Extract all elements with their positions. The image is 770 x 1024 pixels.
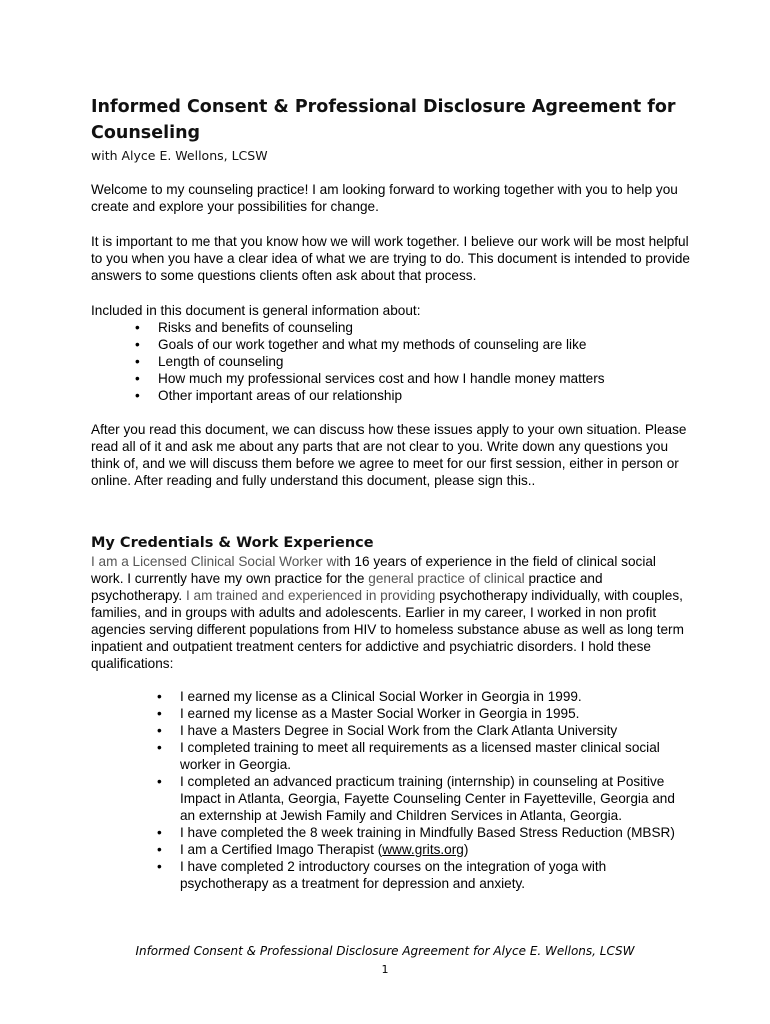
list-item: • Other important areas of our relationship: [135, 388, 403, 403]
bullet-icon: •: [157, 706, 162, 721]
list-item: • I have completed 2 introductory courses on the integration of yoga with psychotherapy as a treatment for depression and anxiety.: [157, 859, 607, 891]
list-item: • I have a Masters Degree in Social Work from the Clark Atlanta University: [157, 723, 618, 738]
page-number: 1: [381, 963, 389, 976]
list-item: • Risks and benefits of counseling: [135, 320, 353, 335]
bullet-icon: •: [157, 774, 162, 789]
document-title: Informed Consent & Professional Disclosure Agreement for Counseling: [91, 97, 676, 143]
qualifications-list: [157, 688, 691, 892]
list-item: • Goals of our work together and what my methods of counseling are like: [135, 337, 587, 352]
bullet-icon: •: [157, 723, 162, 738]
bullet-icon: •: [135, 371, 140, 386]
bullet-icon: •: [157, 689, 162, 704]
document-body: [91, 94, 691, 892]
page-footer: Informed Consent & Professional Disclosure Agreement for Alyce E. Wellons, LCSW: [135, 944, 635, 958]
after-paragraph: After you read this document, we can discuss how these issues apply to your own situation. Please read all of it and ask me about any parts that are not clear to you. Write down any questions you think of, and we will discuss them before we agree to meet for our first session, either in person or online. After reading and fully understand this document, please sign this..: [91, 422, 687, 488]
important-paragraph: It is important to me that you know how we will work together. I believe our work will be most helpful to you when you have a clear idea of what we are trying to do. This document is intended to provide answers to some questions clients often ask about that process.: [91, 234, 690, 283]
list-item: • I earned my license as a Master Social Worker in Georgia in 1995.: [157, 706, 580, 721]
bullet-icon: •: [135, 337, 140, 352]
bullet-icon: •: [135, 354, 140, 369]
list-item: • How much my professional services cost and how I handle money matters: [135, 371, 605, 386]
list-item: • I am a Certified Imago Therapist (www.grits.org): [157, 842, 469, 857]
bullet-icon: •: [135, 320, 140, 335]
welcome-paragraph: Welcome to my counseling practice! I am looking forward to working together with you to help you create and explore your possibilities for change.: [91, 182, 678, 214]
credentials-paragraph: I am a Licensed Clinical Social Worker with 16 years of experience in the field of clinical social work. I currently have my own practice for the general practice of clinical practice and psychotherapy. I am trained and experienced in providing psychotherapy individually, with couples, families, and in groups with adults and adolescents. Earlier in my career, I worked in non profit agencies serving different populations from HIV to homeless substance abuse as well as long term inpatient and outpatient treatment centers for addictive and psychiatric disorders. I hold these qualifications:: [91, 554, 684, 671]
bullet-icon: •: [157, 859, 162, 874]
included-list: [135, 319, 691, 404]
bullet-icon: •: [157, 842, 162, 857]
bullet-icon: •: [135, 388, 140, 403]
list-item: • I completed an advanced practicum training (internship) in counseling at Positive Impact in Atlanta, Georgia, Fayette Counseling Center in Fayetteville, Georgia and an externship at Jewish Family and Children Services in Atlanta, Georgia.: [157, 774, 675, 823]
list-item: • I earned my license as a Clinical Social Worker in Georgia in 1999.: [157, 689, 582, 704]
grits-link[interactable]: www.grits.org: [382, 842, 464, 857]
bullet-icon: •: [157, 740, 162, 755]
bullet-icon: •: [157, 825, 162, 840]
included-intro: Included in this document is general information about:: [91, 303, 421, 318]
list-item: • Length of counseling: [135, 354, 284, 369]
list-item: • I have completed the 8 week training in Mindfully Based Stress Reduction (MBSR): [157, 825, 675, 840]
credentials-heading: My Credentials & Work Experience: [91, 535, 374, 551]
list-item: • I completed training to meet all requirements as a licensed master clinical social worker in Georgia.: [157, 740, 660, 772]
document-subtitle: with Alyce E. Wellons, LCSW: [91, 148, 268, 163]
